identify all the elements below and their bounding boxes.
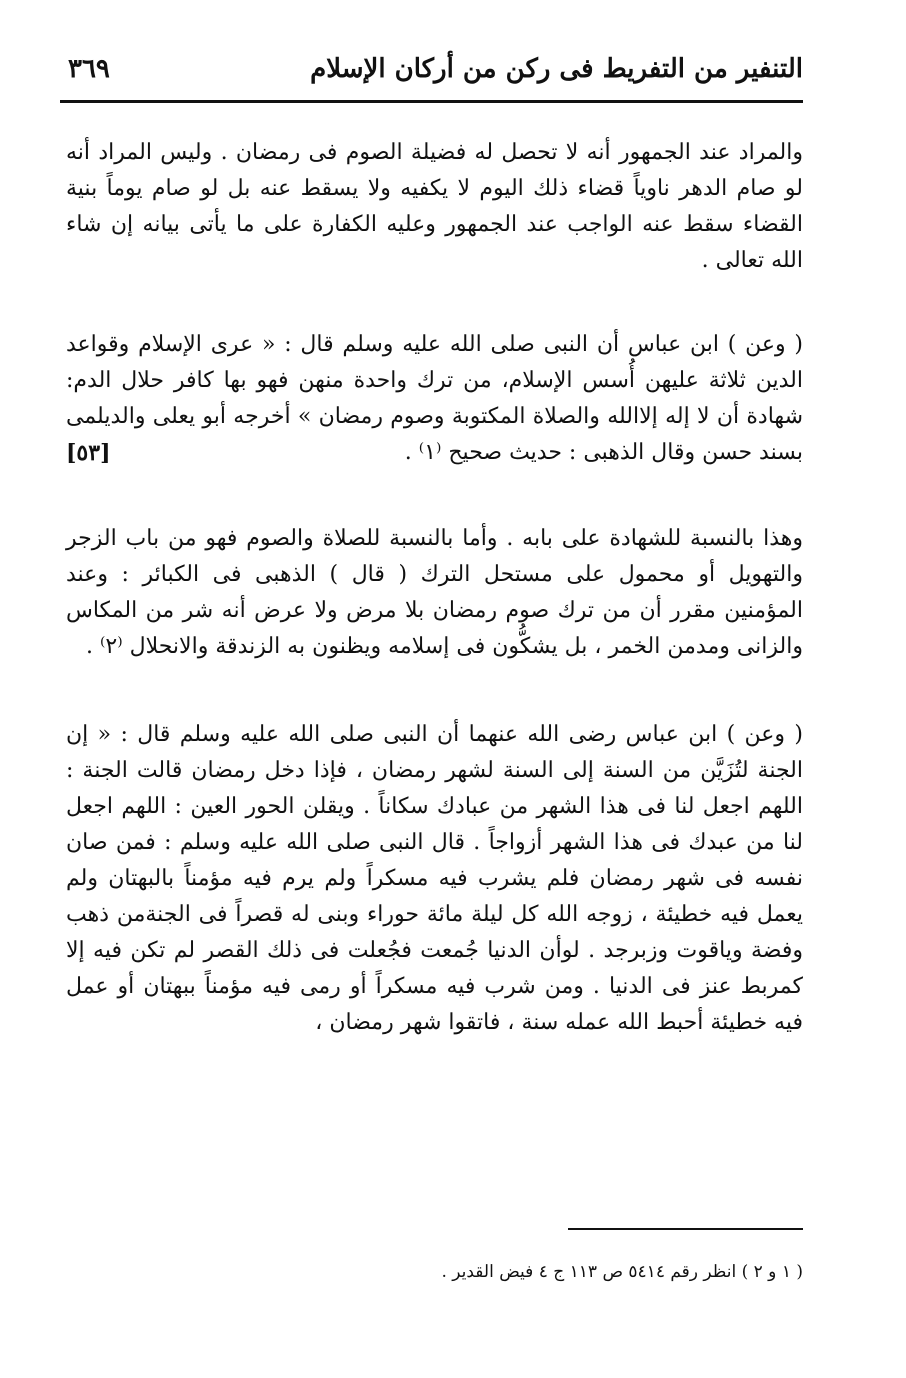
paragraph-2: [66, 327, 803, 471]
header-rule: [60, 100, 803, 103]
hadith-number: [٥٣]: [66, 440, 111, 466]
footnote-rule: [568, 1228, 803, 1230]
body-text: [66, 135, 803, 1041]
footnote: ( ١ و ٢ ) انظر رقم ٥٤١٤ ص ١١٣ ج ٤ فيض القدير .: [441, 1262, 803, 1282]
page-number: ٣٦٩: [68, 54, 110, 84]
running-title: التنفير من التفريط فى ركن من أركان الإسلام: [310, 54, 803, 84]
paragraph-1: والمراد عند الجمهور أنه لا تحصل له فضيلة الصوم فى رمضان . وليس المراد أنه لو صام الدهر ناوياً قضاء ذلك اليوم لا يكفيه ولا يسقط عنه بل لو صام يوماً بنية القضاء سقط عنه الواجب عند الجمهور وعليه الكفارة على ما يأتى بيانه إن شاء الله تعالى .: [66, 140, 803, 273]
paragraph-2-text: ( وعن ) ابن عباس أن النبى صلى الله عليه وسلم قال : « عرى الإسلام وقواعد الدين ثلاثة عليهن أُسس الإسلام، من ترك واحدة منهن فهو بها كافر حلال الدم: شهادة أن لا إله إلاالله والصلاة المكتوبة وصوم رمضان » أخرجه أبو يعلى والديلمى بسند حسن وقال الذهبى : حديث صحيح ⁽١⁾ .: [66, 332, 804, 465]
paragraph-3: وهذا بالنسبة للشهادة على بابه . وأما بالنسبة للصلاة والصوم فهو من باب الزجر والتهويل أو محمول على مستحل الترك ( قال ) الذهبى فى الكبائر : وعند المؤمنين مقرر أن من ترك صوم رمضان بلا مرض ولا عرض أنه شر من المكاس والزانى ومدمن الخمر ، بل يشكُّون فى إسلامه ويظنون به الزندقة والانحلال ⁽٢⁾ .: [66, 526, 803, 659]
page-header: [60, 50, 803, 98]
paragraph-4: ( وعن ) ابن عباس رضى الله عنهما أن النبى صلى الله عليه وسلم قال : « إن الجنة لتُزَيَّن من السنة إلى السنة لشهر رمضان ، فإذا دخل رمضان قالت الجنة : اللهم اجعل لنا فى هذا الشهر من عبادك سكاناً . ويقلن الحور العين : اللهم اجعل لنا من عبدك فى هذا الشهر أزواجاً . قال النبى صلى الله عليه وسلم : فمن صان نفسه فى شهر رمضان فلم يشرب فيه مسكراً ولم يرم فيه مؤمناً بالبهتان ولم يعمل فيه خطيئة ، زوجه الله كل ليلة مائة حوراء وبنى له قصراً فى الجنةمن ذهب وفضة وياقوت وزبرجد . لوأن الدنيا جُمعت فجُعلت فى ذلك القصر لم تكن فيه إلا كمربط عنز فى الدنيا . ومن شرب فيه مسكراً أو رمى فيه مؤمناً ببهتان أو عمل فيه خطيئة أحبط الله عمله سنة ، فاتقوا شهر رمضان ،: [66, 722, 803, 1035]
